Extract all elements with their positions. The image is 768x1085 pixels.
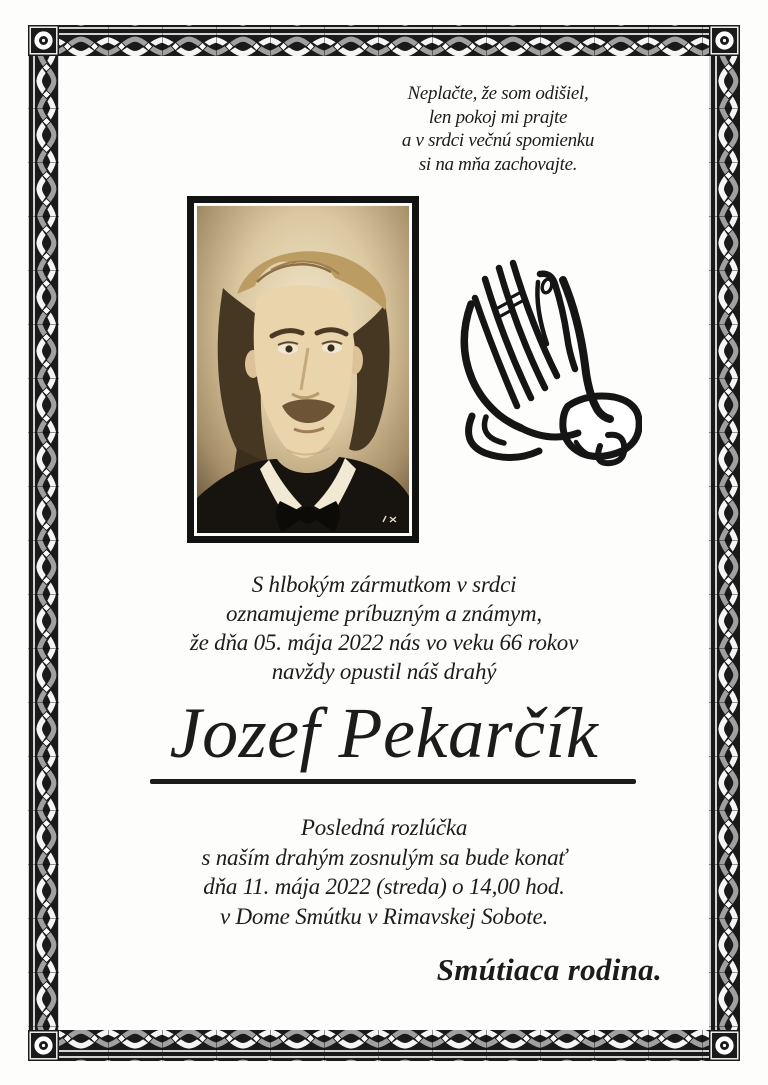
verse-line: len pokoj mi prajte [428, 106, 568, 128]
name-underline [150, 779, 636, 784]
farewell-line: v Dome Smútku v Rimavskej Sobote. [219, 903, 549, 929]
verse-line: a v srdci večnú spomienku [401, 130, 595, 151]
farewell-line: dňa 11. mája 2022 (streda) o 14,00 hod. [203, 874, 565, 899]
border-band-top [59, 25, 709, 56]
border-band-bottom [59, 1030, 709, 1061]
announcement-line: oznamujeme príbuzným a známym, [226, 601, 542, 626]
portrait-photo-image [187, 196, 419, 543]
corner-ornament-icon [28, 25, 59, 56]
corner-ornament-icon [709, 25, 740, 56]
corner-ornament-icon [709, 1030, 740, 1061]
memorial-verse [330, 82, 666, 176]
border-band-left [28, 56, 59, 1030]
funeral-details [60, 813, 708, 931]
announcement-line: navždy opustil náš drahý [271, 659, 497, 684]
verse-line: si na mňa zachovajte. [418, 153, 578, 175]
verse-line: Neplačte, že som odišiel, [407, 83, 589, 104]
praying-hands-icon [450, 246, 642, 472]
border-band-right [709, 56, 740, 1030]
family-signature: Smútiaca rodina. [436, 952, 662, 987]
announcement-text [60, 570, 708, 686]
announcement-line: že dňa 05. mája 2022 nás vo veku 66 rokov [189, 630, 579, 655]
corner-ornament-icon [28, 1030, 59, 1061]
announcement-line: S hlbokým zármutkom v srdci [251, 572, 517, 597]
deceased-name: Jozef Pekarčík [169, 693, 599, 773]
farewell-line: s naším drahým zosnulým sa bude konať [201, 844, 567, 870]
farewell-line: Posledná rozlúčka [300, 815, 468, 840]
portrait-photo [187, 196, 419, 543]
